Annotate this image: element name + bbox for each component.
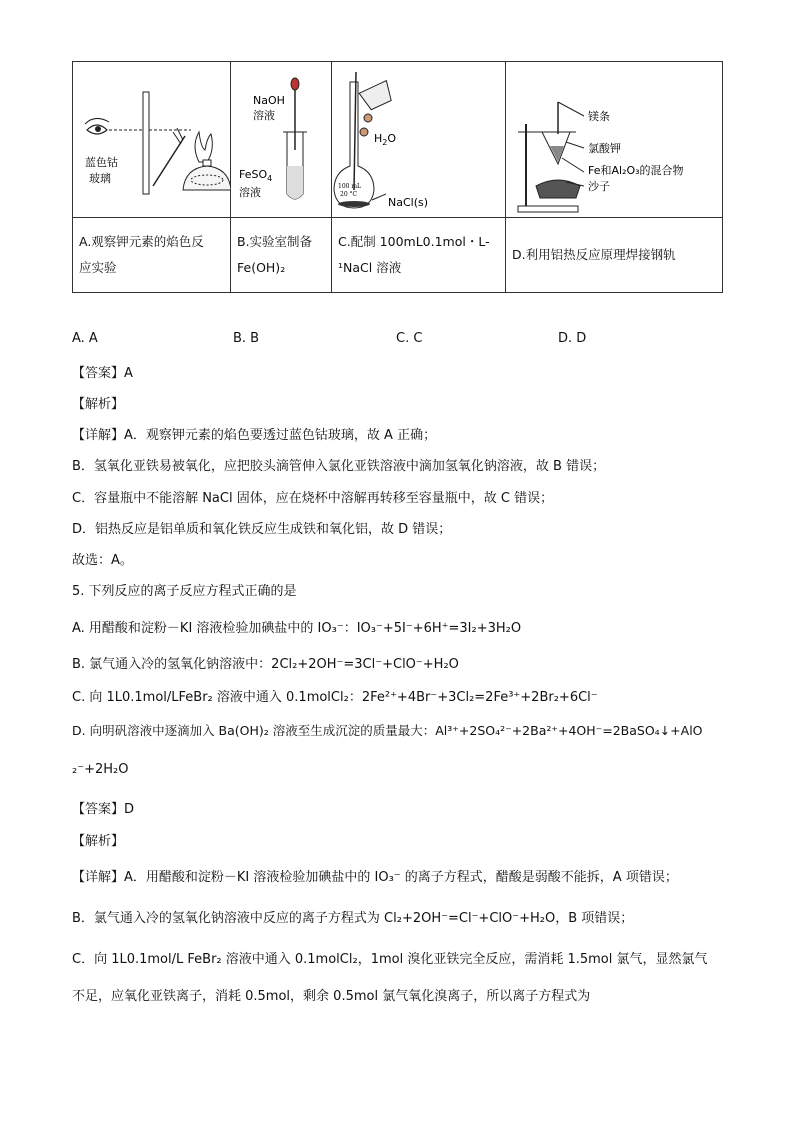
funnel-icon [542,132,570,164]
pointer-line-1 [558,102,584,116]
volumetric-flask-illustration [332,62,506,217]
figure-b-cell [231,62,332,218]
q5-detail-a: 【详解】A．用醋酸和淀粉－KI 溶液检验加碘盐中的 IO₃⁻ 的离子方程式，醋酸是弱酸不能拆，A 项错误； [72,870,678,885]
fig-b-reagent-2b: 溶液 [239,186,261,199]
alcohol-lamp-icon [183,160,231,190]
q4-detail-b: B．氢氧化亚铁易被氧化，应把胶头滴管伸入氯化亚铁溶液中滴加氢氧化钠溶液，故 B 错误； [72,459,606,474]
cobalt-glass [143,92,149,194]
fe-oh2-illustration [231,62,332,217]
option-a: A. A [72,331,98,346]
q4-conclusion: 故选：A。 [72,553,133,568]
option-c: C. C [396,331,423,346]
flame-icon [195,132,212,162]
fig-d-label-3: Fe和Al₂O₃的混合物 [588,164,684,177]
fig-c-flask-2: 20 °C [340,191,358,198]
figure-row [73,62,723,218]
pointer-line-3 [562,158,584,172]
caption-c: C.配制 100mL0.1mol・L- ¹NaCl 溶液 [332,218,506,293]
fig-c-water: $H_2O$ [374,132,397,147]
caption-b: B.实验室制备 Fe(OH)₂ [231,218,332,293]
hand-icon [360,114,372,136]
figure-d-cell [506,62,723,218]
fig-d-label-1: 镁条 [588,110,610,123]
glass-rod [354,72,356,190]
option-b: B. B [233,331,260,346]
caption-d: D.利用铝热反应原理焊接钢轨 [506,218,723,293]
q4-detail-d: D．铝热反应是铝单质和氧化铁反应生成铁和氧化铝，故 D 错误； [72,522,452,537]
option-d: D. D [558,331,587,346]
caption-a: A.观察钾元素的焰色反 应实验 [73,218,231,293]
q5-stem: 5. 下列反应的离子反应方程式正确的是 [72,584,297,599]
eye-icon [85,118,109,134]
q4-detail-a: 【详解】A．观察钾元素的焰色要透过蓝色钴玻璃，故 A 正确； [72,428,437,443]
q4-detail-c: C．容量瓶中不能溶解 NaCl 固体，应在烧杯中溶解再转移至容量瓶中，故 C 错误； [72,491,554,506]
fig-a-label-1: 蓝色钴 [85,156,118,169]
dropper-icon [291,78,299,150]
q5-analysis-tag: 【解析】 [72,834,125,849]
q5-detail-c1: C．向 1L0.1mol/L FeBr₂ 溶液中通入 0.1molCl₂，1mol 溴化亚铁完全反应，需消耗 1.5mol 氯气，显然氯气 [72,952,708,967]
caption-row [73,218,723,293]
flame-test-illustration [73,62,231,217]
figure-a-cell [73,62,231,218]
q5-option-a: A. 用醋酸和淀粉－KI 溶液检验加碘盐中的 IO₃⁻：IO₃⁻+5I⁻+6H⁺=3I₂+3H₂O [72,621,522,636]
fig-b-reagent-2: FeSO$_4$ [239,168,273,183]
sand-dish-icon [536,180,580,198]
pointer-line-2 [566,142,584,148]
q5-option-b: B. 氯气通入冷的氢氧化钠溶液中：2Cl₂+2OH⁻=3Cl⁻+ClO⁻+H₂O [72,657,459,672]
fig-c-flask-1: 100 mL [338,183,362,190]
fig-a-label-2: 玻璃 [89,172,111,185]
q4-answer: 【答案】A [72,366,133,381]
q5-answer: 【答案】D [72,802,135,817]
beaker-icon [359,81,395,112]
pointer-line [372,194,386,200]
q4-analysis-tag: 【解析】 [72,397,125,412]
fig-b-reagent-1b: 溶液 [253,109,275,122]
q5-detail-c2: 不足，应氧化亚铁离子，消耗 0.5mol，剩余 0.5mol 氯气氧化溴离子，所以离子方程式为 [72,989,591,1004]
figure-c-cell [332,62,506,218]
q5-option-d: D. 向明矾溶液中逐滴加入 Ba(OH)₂ 溶液至生成沉淀的质量最大：Al³⁺+2SO₄²⁻+2Ba²⁺+4OH⁻=2BaSO₄↓+AlO [72,723,703,738]
fig-d-label-4: 沙子 [588,180,610,193]
q5-option-c: C. 向 1L0.1mol/LFeBr₂ 溶液中通入 0.1molCl₂：2Fe²⁺+4Br⁻+3Cl₂=2Fe³⁺+2Br₂+6Cl⁻ [72,690,598,705]
fig-c-solid: NaCl(s) [388,196,429,209]
thermite-illustration [506,62,723,217]
fig-b-reagent-1: NaOH [253,94,285,107]
experiment-table [72,61,723,293]
q5-option-d-cont: ₂⁻+2H₂O [72,762,129,777]
fig-d-label-2: 氯酸钾 [588,142,621,155]
q5-detail-b: B．氯气通入冷的氢氧化钠溶液中反应的离子方程式为 Cl₂+2OH⁻=Cl⁻+ClO⁻+H₂O，B 项错误； [72,911,634,926]
